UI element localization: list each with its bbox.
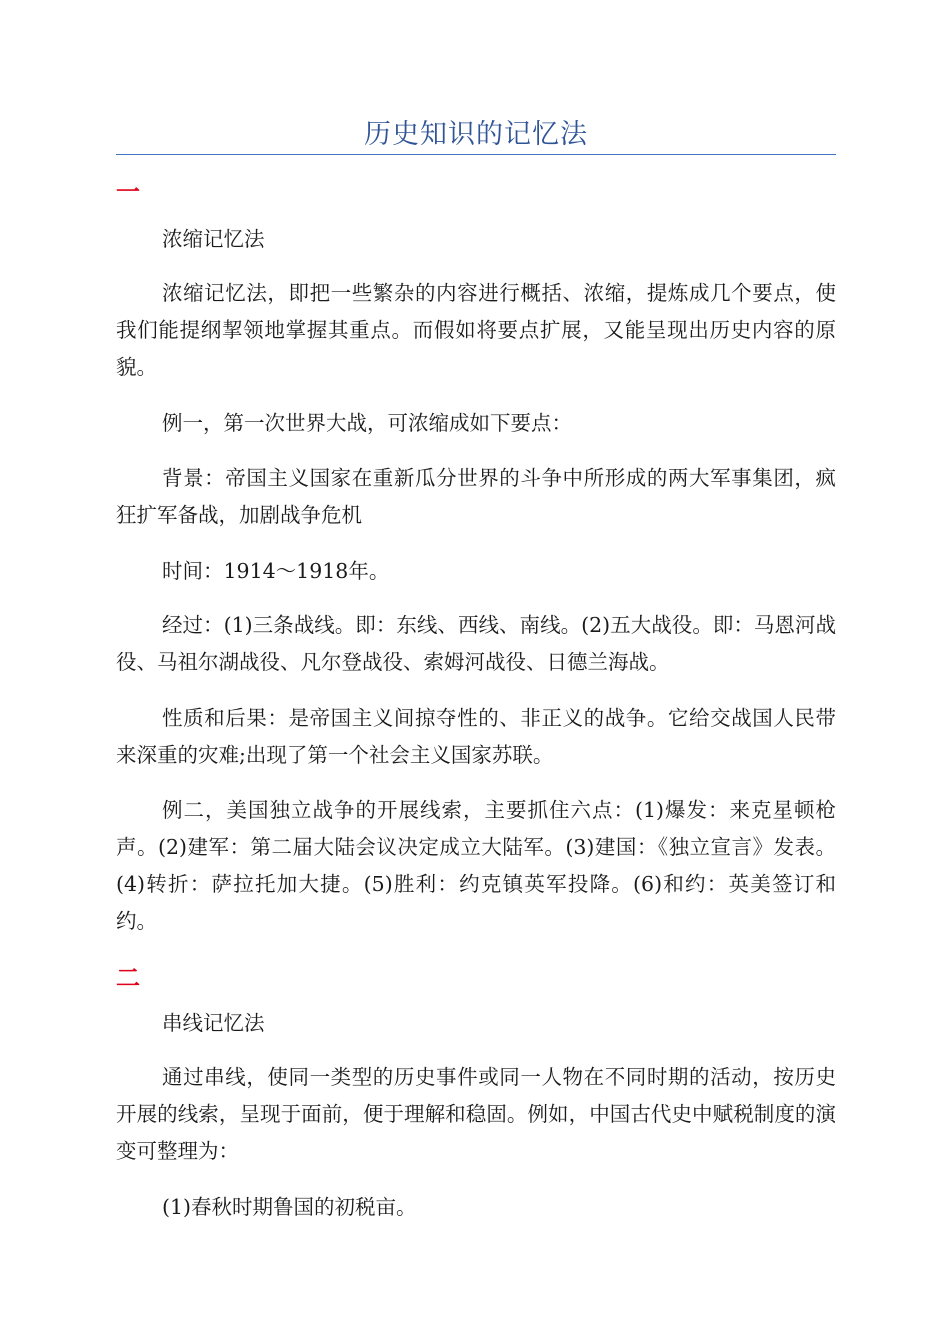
paragraph: 背景：帝国主义国家在重新瓜分世界的斗争中所形成的两大军事集团，疯狂扩军备战，加剧战争危机 (116, 466, 836, 527)
paragraph: 例二，美国独立战争的开展线索，主要抓住六点：(1)爆发：来克星顿枪声。(2)建军：第二届大陆会议决定成立大陆军。(3)建国：《独立宣言》发表。(4)转折：萨拉托加大捷。(5)胜利：约克镇英军投降。(6)和约：英美签订和约。 (116, 798, 836, 933)
section-mark-2: 二 (116, 963, 140, 992)
paragraph: 通过串线，使同一类型的历史事件或同一人物在不同时期的活动，按历史开展的线索，呈现于面前，便于理解和稳固。例如，中国古代史中赋税制度的演变可整理为： (116, 1065, 836, 1163)
paragraph: 浓缩记忆法，即把一些繁杂的内容进行概括、浓缩，提炼成几个要点，使我们能提纲挈领地掌握其重点。而假如将要点扩展，又能呈现出历史内容的原貌。 (116, 281, 836, 379)
paragraph: 经过：(1)三条战线。即：东线、西线、南线。(2)五大战役。即：马恩河战役、马祖尔湖战役、凡尔登战役、索姆河战役、日德兰海战。 (116, 613, 836, 674)
document-title: 历史知识的记忆法 (364, 119, 588, 150)
section-mark-1: 一 (116, 177, 140, 206)
title-divider (116, 154, 836, 155)
paragraph: 例一，第一次世界大战，可浓缩成如下要点： (162, 411, 572, 435)
paragraph: (1)春秋时期鲁国的初税亩。 (162, 1195, 417, 1219)
section-heading-1: 浓缩记忆法 (162, 227, 265, 251)
paragraph: 时间：1914～1918年。 (162, 559, 390, 583)
paragraph: 性质和后果：是帝国主义间掠夺性的、非正义的战争。它给交战国人民带来深重的灾难;出现了第一个社会主义国家苏联。 (116, 706, 836, 767)
section-heading-2: 串线记忆法 (162, 1011, 265, 1035)
